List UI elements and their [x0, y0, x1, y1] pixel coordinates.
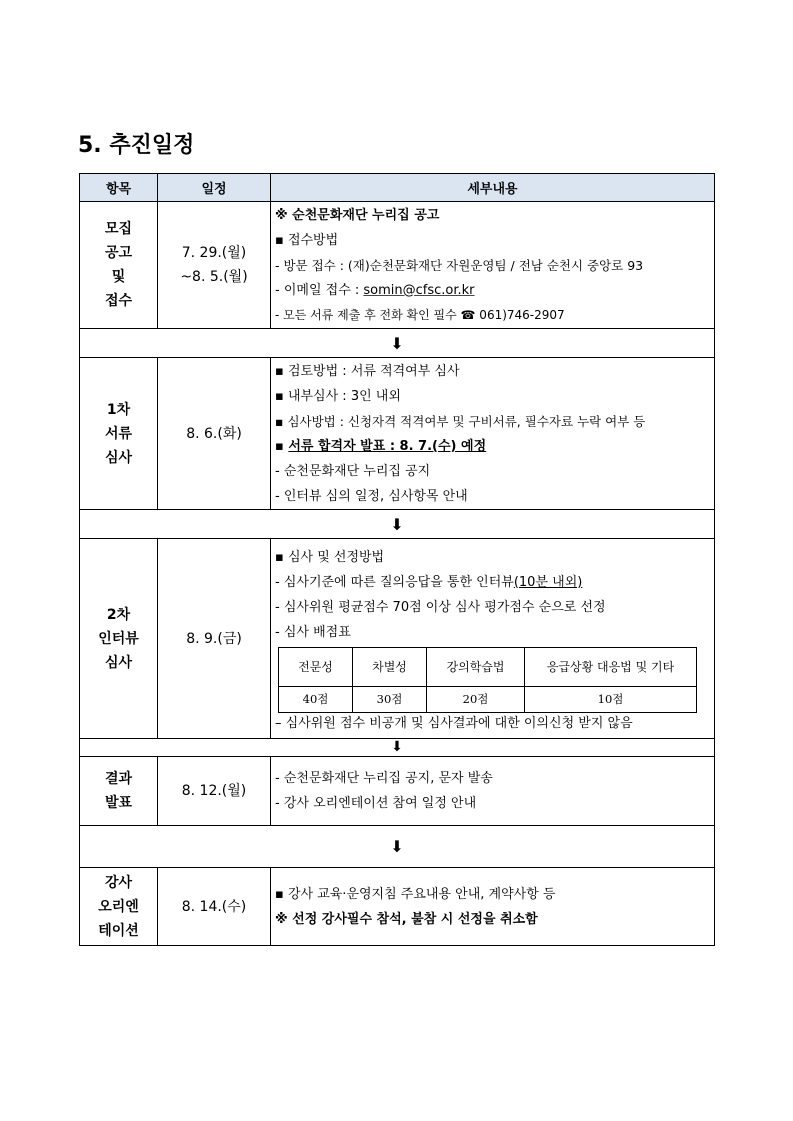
item-cell: [80, 202, 158, 329]
arrow-row: [80, 739, 715, 757]
detail-text: - 심사기준에 따른 질의응답을 통한 인터뷰: [275, 574, 514, 590]
date-cell: 8. 6.(화): [158, 358, 271, 510]
detail-line: – 심사위원 점수 비공개 및 심사결과에 대한 이의신청 받지 않음: [275, 715, 633, 731]
detail-line: ▪ 심사 및 선정방법: [275, 549, 385, 565]
item-text: 모집: [104, 221, 133, 237]
item-text: 테이션: [98, 922, 139, 939]
item-text: 서류: [104, 425, 133, 442]
detail-text: ▪: [275, 438, 289, 454]
item-cell: [80, 539, 158, 739]
score-value: 10점: [525, 686, 697, 712]
item-text: 2차: [106, 606, 131, 623]
score-value-row: [279, 686, 697, 712]
score-table: [278, 647, 697, 713]
detail-line: - 순천문화재단 누리집 공지: [275, 463, 431, 479]
score-header-row: [279, 647, 697, 686]
item-cell: [80, 757, 158, 826]
detail-cell: [271, 358, 715, 510]
detail-cell: [271, 202, 715, 329]
detail-line: ▪ 심사방법 : 신청자격 적격여부 및 구비서류, 필수자료 누락 여부 등: [275, 413, 646, 429]
email-link[interactable]: somin@cfsc.or.kr: [363, 282, 475, 298]
date-cell: [158, 202, 271, 329]
item-text: 접수: [104, 293, 133, 309]
table-header-row: [80, 174, 715, 202]
date-cell: 8. 12.(월): [158, 757, 271, 826]
date-text: ~8. 5.(월): [180, 269, 248, 285]
arrow-row: [80, 329, 715, 358]
detail-line: - 순천문화재단 누리집 공지, 문자 발송: [275, 771, 493, 786]
item-text: 심사: [104, 449, 133, 466]
date-cell: 8. 14.(수): [158, 868, 271, 946]
detail-text: - 이메일 접수 :: [275, 282, 364, 298]
detail-line: ※ 선정 강사필수 참석, 불참 시 선정을 취소함: [275, 911, 538, 927]
item-text: 결과: [104, 771, 133, 787]
table-row: [80, 358, 715, 510]
down-arrow-icon: ⬇: [80, 739, 715, 757]
item-text: 강사: [104, 874, 133, 891]
detail-line: ※ 순천문화재단 누리집 공고: [275, 207, 440, 223]
down-arrow-icon: ⬇: [80, 329, 715, 358]
item-text: 공고: [104, 245, 133, 261]
item-text: 심사: [104, 654, 133, 671]
score-value: 20점: [427, 686, 525, 712]
item-text: 인터뷰: [98, 630, 139, 647]
table-row: [80, 868, 715, 946]
detail-line: - 방문 접수 : (재)순천문화재단 자원운영팀 / 전남 순천시 중앙로 93: [275, 257, 644, 273]
detail-text: (10분 내외): [513, 574, 583, 590]
detail-line: ▪ 검토방법 : 서류 적격여부 심사: [275, 363, 460, 379]
detail-cell: [271, 539, 715, 739]
arrow-row: [80, 826, 715, 868]
detail-line: ▪ 강사 교육·운영지침 주요내용 안내, 계약사항 등: [275, 886, 556, 902]
detail-line: [275, 278, 710, 303]
item-text: 및: [111, 269, 126, 285]
score-value: 30점: [353, 686, 427, 712]
detail-text: 서류 합격자 발표 : 8. 7.(수) 예정: [288, 438, 487, 454]
item-text: 발표: [104, 795, 133, 811]
item-text: 오리엔: [98, 898, 139, 915]
detail-line: ▪ 접수방법: [275, 232, 339, 248]
detail-line: [275, 434, 710, 459]
page-title: 5. 추진일정: [78, 133, 195, 158]
table-row: [80, 539, 715, 739]
arrow-row: [80, 510, 715, 539]
detail-line: - 심사 배점표: [275, 624, 351, 640]
score-value: 40점: [279, 686, 353, 712]
date-cell: 8. 9.(금): [158, 539, 271, 739]
schedule-table: [79, 173, 715, 946]
item-cell: [80, 868, 158, 946]
item-text: 1차: [106, 401, 131, 418]
down-arrow-icon: ⬇: [80, 826, 715, 868]
score-header: 차별성: [353, 647, 427, 686]
detail-line: ▪ 내부심사 : 3인 내외: [275, 388, 401, 404]
detail-cell: [271, 757, 715, 826]
score-header: 응급상황 대응법 및 기타: [525, 647, 697, 686]
detail-line: [275, 570, 710, 595]
detail-line: - 인터뷰 심의 일정, 심사항목 안내: [275, 488, 468, 504]
date-text: 7. 29.(월): [181, 245, 247, 261]
header-detail: 세부내용: [271, 174, 715, 202]
detail-line: - 모든 서류 제출 후 전화 확인 필수 ☎ 061)746-2907: [275, 307, 565, 322]
score-header: 전문성: [279, 647, 353, 686]
detail-cell: [271, 868, 715, 946]
detail-line: - 강사 오리엔테이션 참여 일정 안내: [275, 796, 477, 811]
score-header: 강의학습법: [427, 647, 525, 686]
header-date: 일정: [158, 174, 271, 202]
table-row: [80, 757, 715, 826]
header-item: 항목: [80, 174, 158, 202]
detail-line: - 심사위원 평균점수 70점 이상 심사 평가점수 순으로 선정: [275, 599, 606, 615]
item-cell: [80, 358, 158, 510]
down-arrow-icon: ⬇: [80, 510, 715, 539]
table-row: [80, 202, 715, 329]
